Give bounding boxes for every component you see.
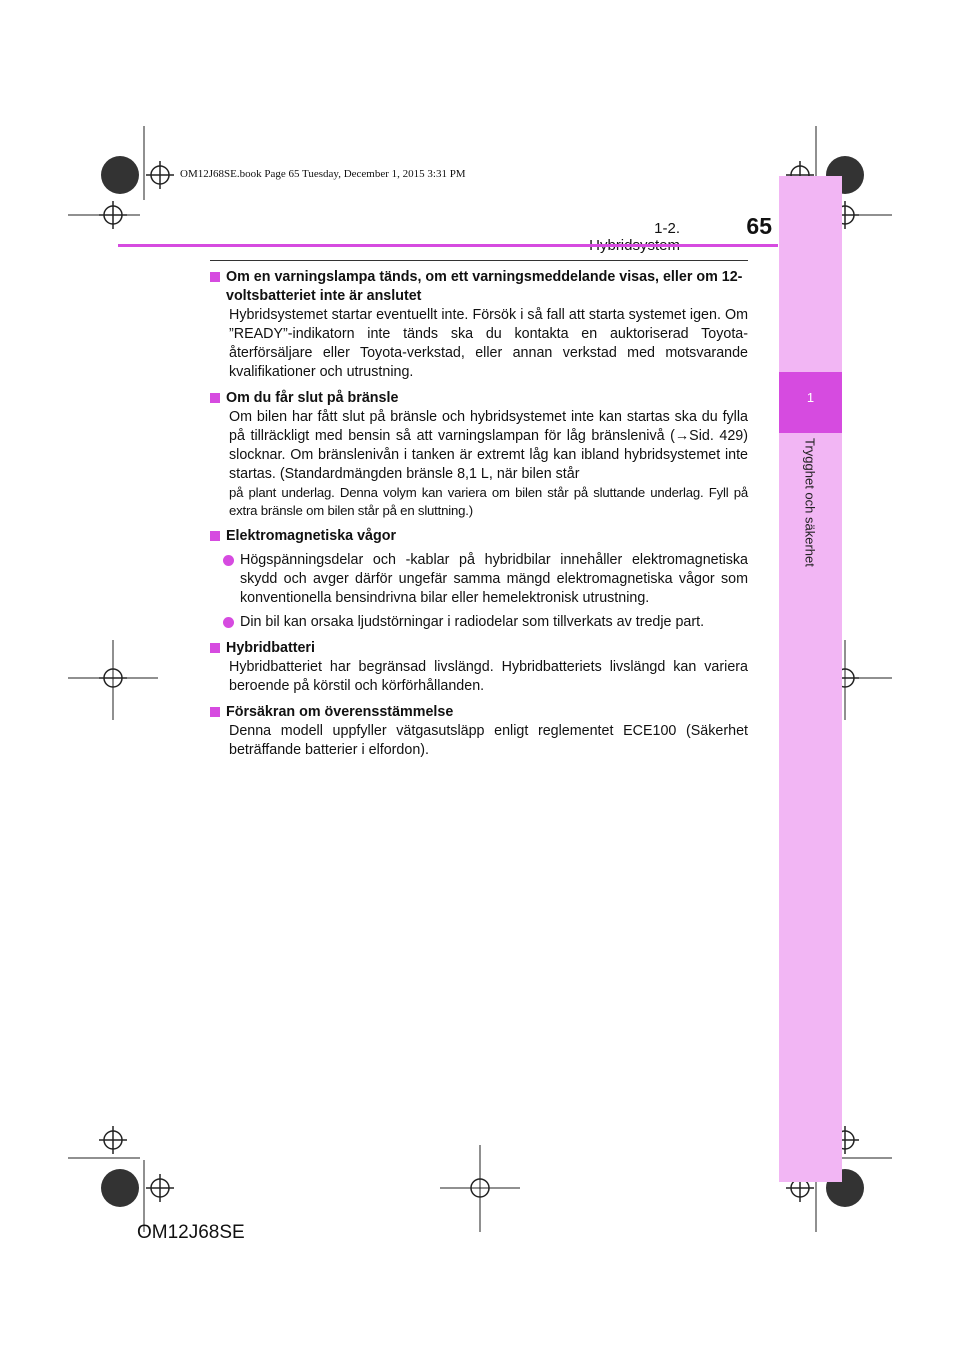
square-bullet-icon [210,393,220,403]
square-bullet-icon [210,531,220,541]
square-bullet-icon [210,643,220,653]
section-text: Om bilen har fått slut på bränsle och hybridsystemet inte kan startas ska du fylla på tillräckligt med bensin så att varningslampan för låg bränslenivå (→Sid. 429) slocknar. Om bränslenivån i tanken är extremt låg kan ibland hybridsystemet inte startas. (Standardmängden bränsle 8,1 L, när bilen står [229,409,748,482]
section-heading: Om du får slut på bränsle [226,390,399,406]
section-text-small: på plant underlag. Denna volym kan variera om bilen står på sluttande underlag. Fyll på extra bränsle om bilen står på en sluttning.) [229,485,748,518]
section-heading: Försäkran om överensstämmelse [226,704,454,720]
section-text: Denna modell uppfyller vätgasutsläpp enligt reglementet ECE100 (Säkerhet beträffande batterier i elfordon). [229,723,748,758]
chapter-title: Trygghet och säkerhet [802,438,818,567]
section-title: 1-2. [654,220,680,237]
list-item: Högspänningsdelar och -kablar på hybridbilar innehåller elektromagnetiska skydd och avger därför ungefär samma mängd elektromagnetiska vågor som konventionella bensindrivna bilar eller hemelektronisk utrustning. [223,551,748,608]
content-rule [210,260,748,261]
circle-bullet-icon [223,617,234,628]
section-heading: Elektromagnetiska vågor [226,528,397,544]
content [210,268,748,767]
section-fuel [210,389,748,520]
section-text: Hybridbatteriet har begränsad livslängd. Hybridbatteriets livslängd kan variera beroende på körstil och körförhållanden. [229,659,748,694]
chapter-number: 1 [806,390,815,405]
chapter-side-tab [779,176,842,1182]
section-heading: Om en varningslampa tänds, om ett varningsmeddelande visas, eller om 12-voltsbatteriet inte är anslutet [226,269,743,304]
book-stamp: OM12J68SE.book Page 65 Tuesday, December 1, 2015 3:31 PM [180,168,466,180]
section-em-waves [210,527,748,632]
section-warning-lamp [210,268,748,382]
circle-bullet-icon [223,555,234,566]
page-number: 65 [746,213,772,239]
list-item: Din bil kan orsaka ljudstörningar i radiodelar som tillverkats av tredje part. [223,613,748,632]
header-rule [118,244,778,247]
section-conformity [210,703,748,760]
manual-code: OM12J68SE [137,1222,245,1243]
section-text: Hybridsystemet startar eventuellt inte. Försök i så fall att starta systemet igen. Om ”READY”-indikatorn inte tänds ska du kontakta en auktoriserad Toyota-återförsäljare eller Toyota-verkstad, eller annan verkstad med motsvarande kvalifikationer och utrustning. [229,307,748,380]
square-bullet-icon [210,707,220,717]
section-hybrid-battery [210,639,748,696]
section-heading: Hybridbatteri [226,640,315,656]
square-bullet-icon [210,272,220,282]
